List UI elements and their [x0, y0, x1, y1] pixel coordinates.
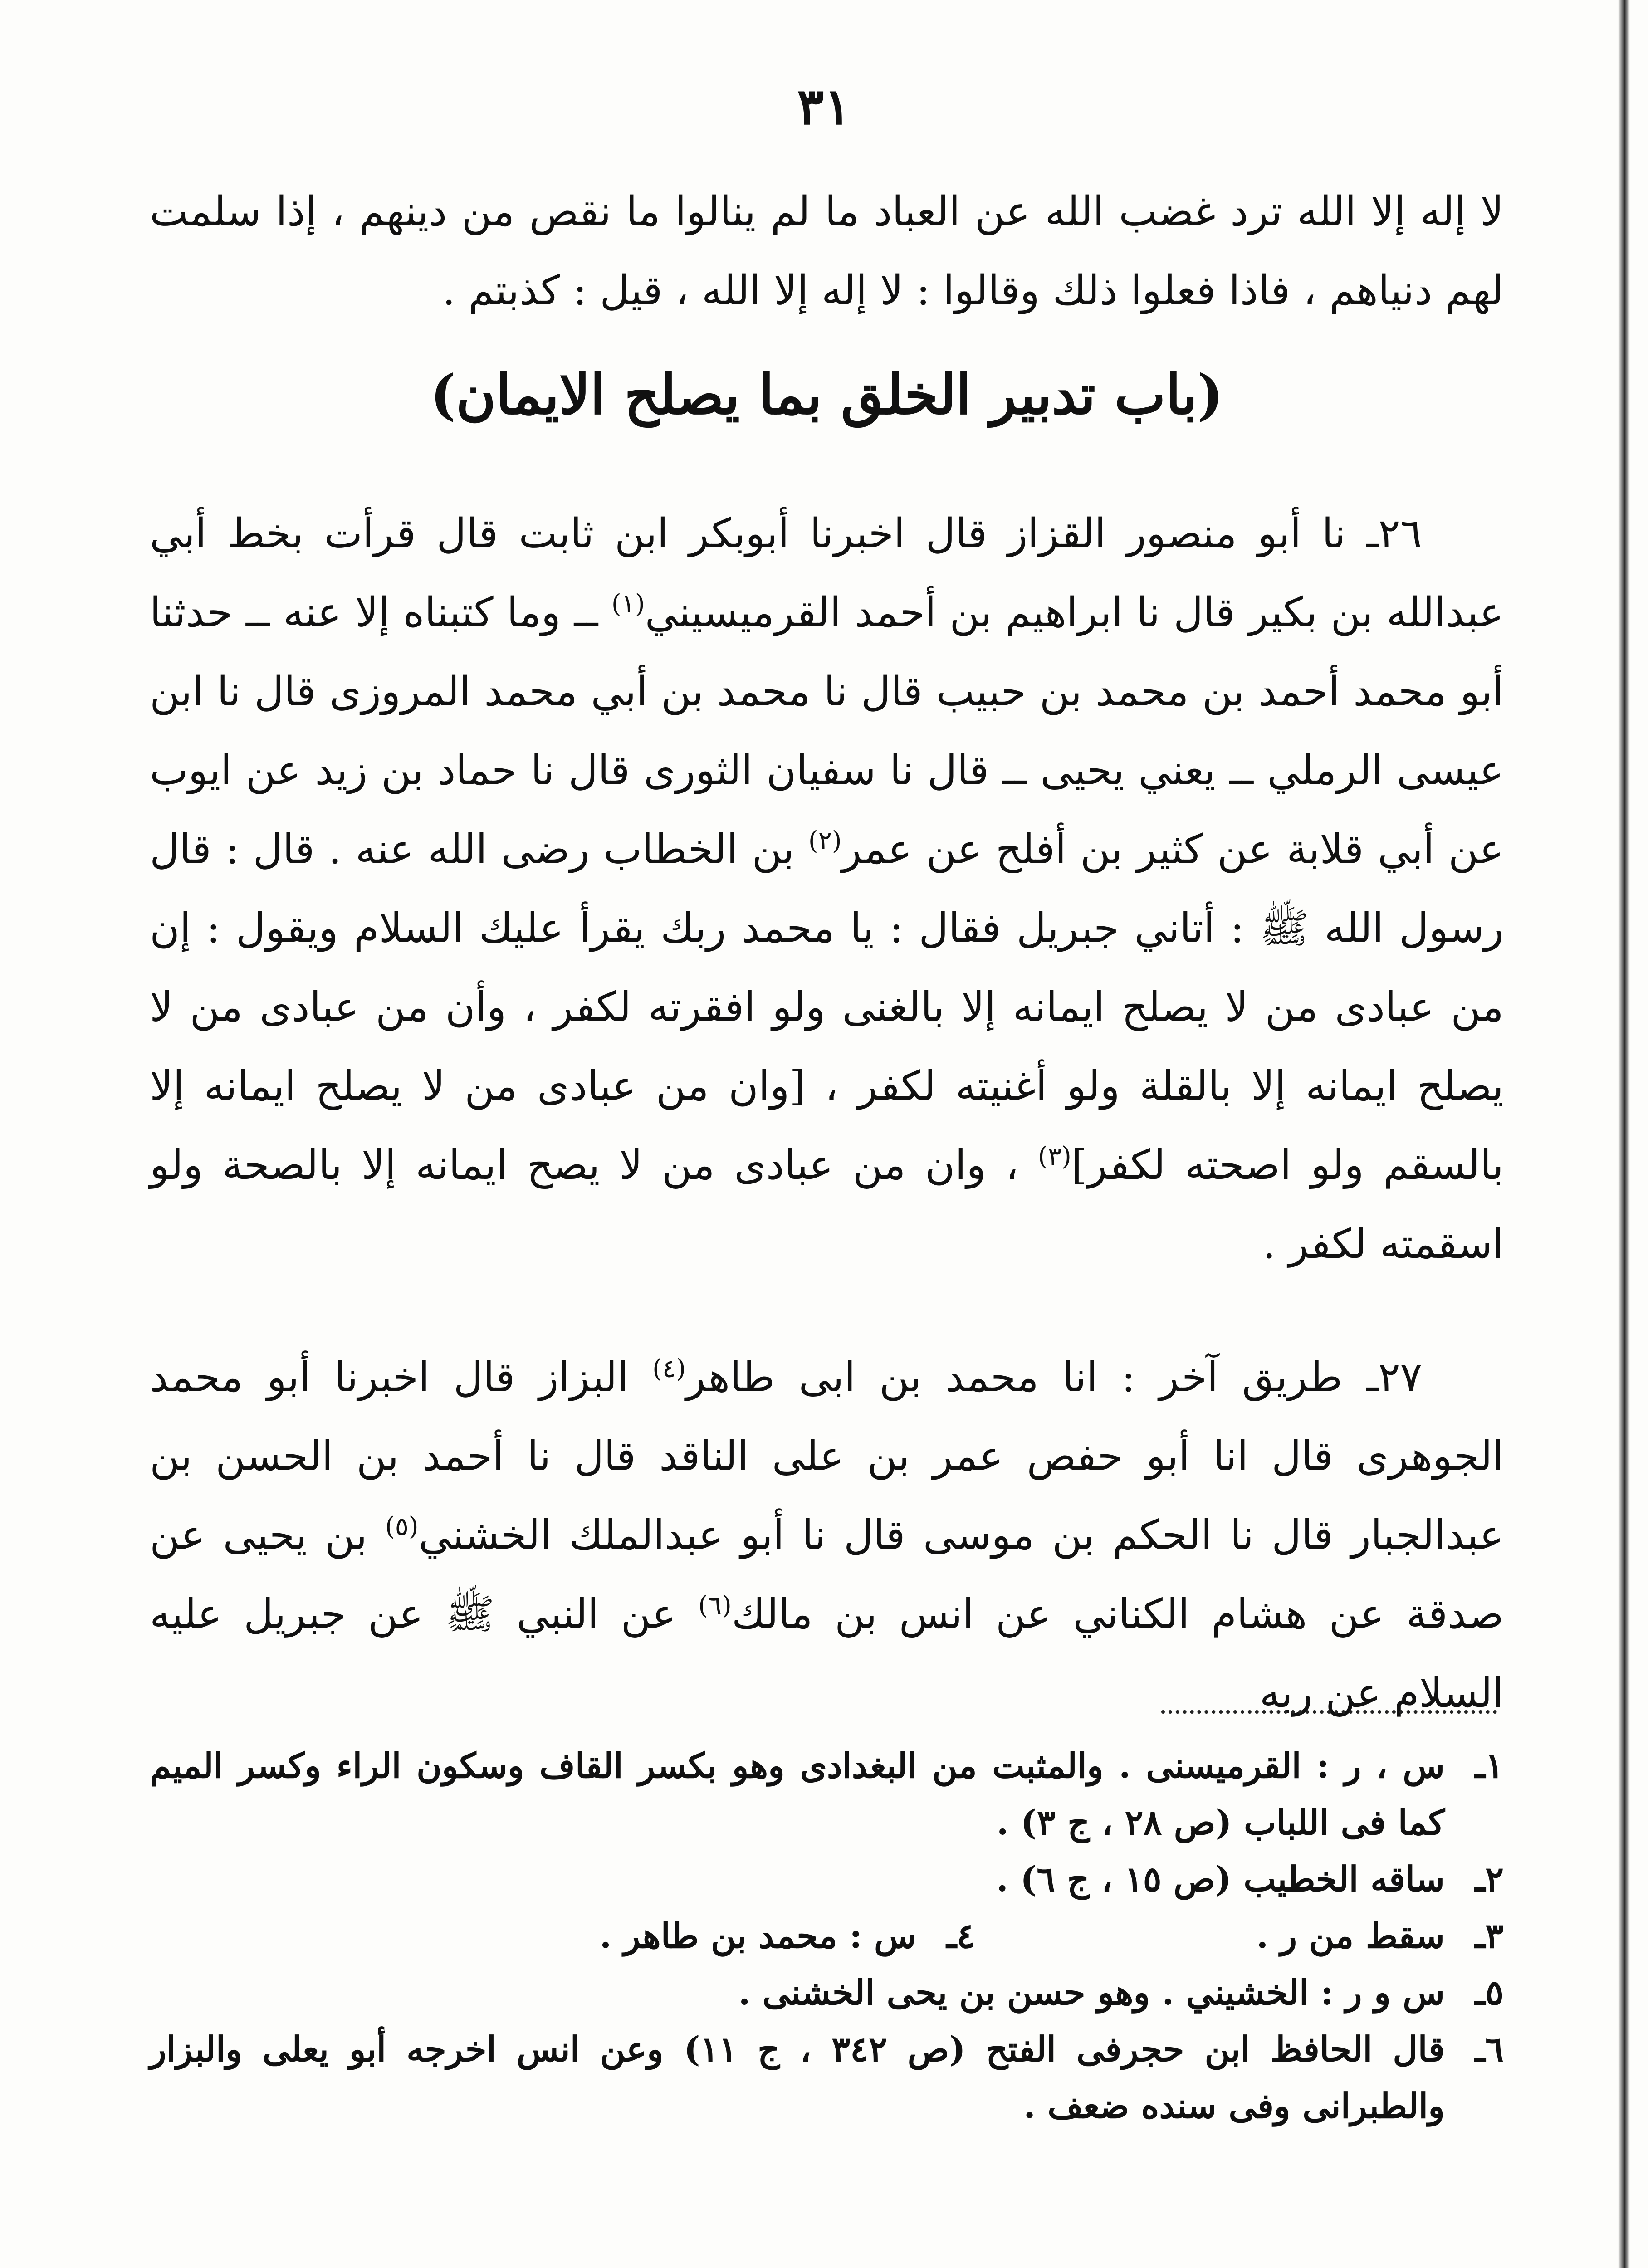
hadith-26-part3: بن الخطاب رضى الله عنه . قال : قال رسول الله ﷺ : أتاني جبريل فقال : يا محمد ربك يقرأ عليك السلام ويقول : إن من عبادى من لا يصلح ايمانه إلا بالغنى ولو افقرته لكفر ، وأن من عبادى من لا يصلح ايمانه إلا بالقلة ولو أغنيته لكفر ، [وان من عبادى من لا يصلح ايمانه إلا بالسقم ولو اصحته لكفر]	[150, 826, 1504, 1189]
footnote-3	[1257, 1907, 1504, 1964]
footnotes	[150, 1737, 1504, 2134]
hadith-26-part4: ، وان من عبادى من لا يصح ايمانه إلا بالصحة ولو اسقمته لكفر .	[150, 1141, 1504, 1268]
hadith-26-part2: ــ وما كتبناه إلا عنه ــ حدثنا أبو محمد أحمد بن محمد بن حبيب قال نا محمد بن أبي محمد المروزى قال نا ابن عيسى الرملي ــ يعني يحيى ــ قال نا سفيان الثورى قال نا حماد بن زيد عن ايوب عن أبي قلابة عن كثير بن أفلح عن عمر	[150, 589, 1504, 873]
hadith-27-part4: عن النبي ﷺ عن جبريل عليه السلام عن ربه	[150, 1590, 1504, 1717]
footnote-number: ٣ـ	[1475, 1916, 1504, 1956]
footnote-text: س : محمد بن طاهر .	[599, 1916, 916, 1956]
section-heading: (باب تدبير الخلق بما يصلح الايمان)	[430, 363, 1223, 427]
footnote-5	[150, 1964, 1504, 2021]
footnote-text: سقط من ر .	[1256, 1916, 1445, 1956]
footnote-4	[600, 1907, 975, 1964]
footnote-1	[150, 1737, 1504, 1851]
footnote-ref-6: (٦)	[698, 1591, 732, 1620]
footnote-ref-5: (٥)	[385, 1512, 419, 1541]
footnote-number: ١ـ	[1475, 1745, 1504, 1786]
footnote-text: قال الحافظ ابن حجرفى الفتح (ص ٣٤٢ ، ج ١١) وعن انس اخرجه أبو يعلى والبزار والطبرانى وفى سنده ضعف .	[150, 2029, 1445, 2126]
footnote-ref-3: (٣)	[1038, 1142, 1071, 1171]
footnote-text: س و ر : الخشيني . وهو حسن بن يحى الخشنى .	[738, 1972, 1445, 2013]
intro-text: لا إله إلا الله ترد غضب الله عن العباد ما لم ينالوا ما نقص من دينهم ، إذا سلمت لهم دنياهم ، فاذا فعلوا ذلك وقالوا : لا إله إلا الله ، قيل : كذبتم .	[150, 188, 1504, 314]
footnote-number: ٥ـ	[1475, 1972, 1504, 2013]
page-number: ٣١	[797, 77, 851, 136]
footnote-divider	[1161, 1710, 1497, 1714]
footnote-row-3-4	[150, 1907, 1504, 1964]
footnote-ref-1: (١)	[611, 589, 645, 619]
footnote-2	[150, 1851, 1504, 1907]
hadith-27-part1: ٢٧ـ طريق آخر : انا محمد بن ابى طاهر	[685, 1354, 1422, 1401]
footnote-ref-2: (٢)	[808, 826, 842, 855]
hadith-27-part3: بن يحيى عن صدقة عن هشام الكناني عن انس بن مالك	[150, 1511, 1504, 1638]
footnote-text: ساقه الخطيب (ص ١٥ ، ج ٦) .	[996, 1859, 1445, 1899]
binding-edge	[1618, 0, 1630, 2268]
intro-paragraph	[150, 172, 1504, 330]
footnote-text: س ، ر : القرميسنى . والمثبت من البغدادى وهو بكسر القاف وسكون الراء وكسر الميم كما فى اللباب (ص ٢٨ ، ج ٣) .	[150, 1745, 1445, 1843]
hadith-26	[150, 494, 1504, 1284]
hadith-27-text	[150, 1338, 1504, 1733]
hadith-27	[150, 1338, 1504, 1733]
hadith-27-part2: البزاز قال اخبرنا أبو محمد الجوهرى قال انا أبو حفص عمر بن على الناقد قال نا أحمد بن الحسن بن عبدالجبار قال نا الحكم بن موسى قال نا أبو عبدالملك الخشني	[150, 1354, 1504, 1559]
footnote-number: ٢ـ	[1475, 1859, 1504, 1899]
hadith-26-text	[150, 494, 1504, 1284]
hadith-26-part1: ٢٦ـ نا أبو منصور القزاز قال اخبرنا أبوبكر ابن ثابت قال قرأت بخط أبي عبدالله بن بكير قال نا ابراهيم بن أحمد القرميسيني	[150, 510, 1504, 636]
footnote-6	[150, 2021, 1504, 2134]
footnote-number: ٦ـ	[1475, 2029, 1504, 2069]
footnote-ref-4: (٤)	[652, 1354, 686, 1383]
footnote-number: ٤ـ	[946, 1916, 975, 1956]
